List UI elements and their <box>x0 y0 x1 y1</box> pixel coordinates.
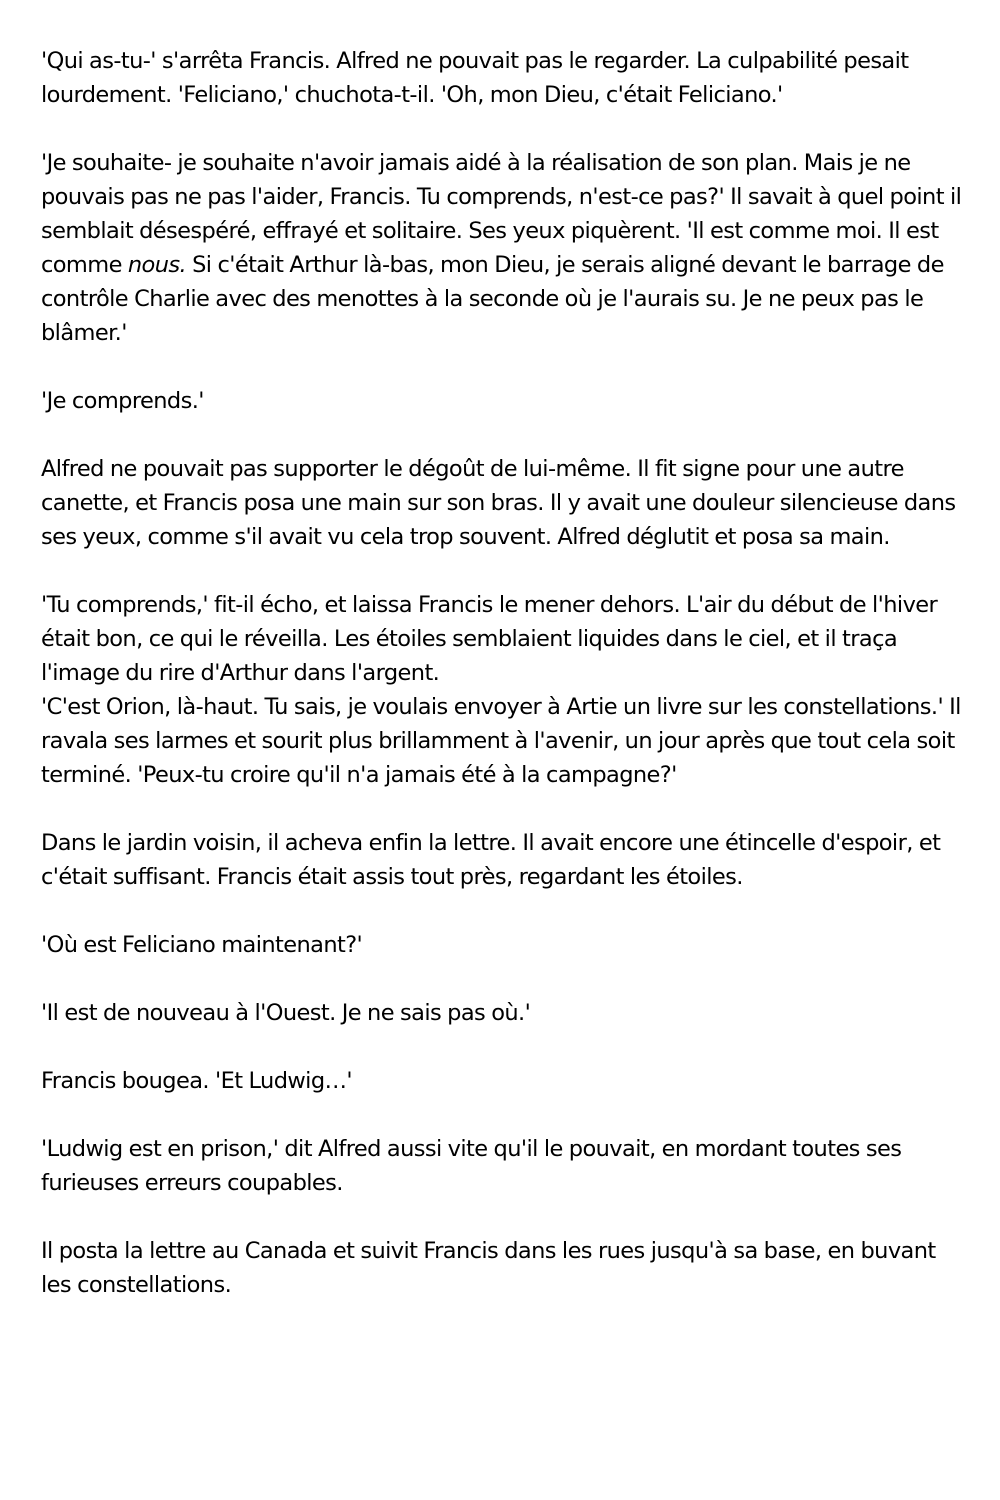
paragraph-10: Francis bougea. 'Et Ludwig…' <box>41 1068 353 1094</box>
paragraph-2-text-start: 'Je souhaite- je souhaite n'avoir jamais aidé à la réalisation de son plan. Mais je ne pouvais pas ne pas l'aider, Francis. Tu comprends, n'est-ce pas?' Il savait à quel point il semblait désespéré, effrayé et solitaire. Ses yeux piquèrent. 'Il est comme moi. Il est comme <box>41 150 962 278</box>
paragraph-5: 'Tu comprends,' fit-il écho, et laissa Francis le mener dehors. L'air du début de l'hiver était bon, ce qui le réveilla. Les étoiles semblaient liquides dans le ciel, et il traça l'image du rire d'Arthur dans l'argent. <box>41 592 938 686</box>
paragraph-9: 'Il est de nouveau à l'Ouest. Je ne sais pas où.' <box>41 1000 531 1026</box>
document-page <box>41 44 966 1336</box>
paragraph-12: Il posta la lettre au Canada et suivit Francis dans les rues jusqu'à sa base, en buvant les constellations. <box>41 1238 936 1298</box>
paragraph-6: 'C'est Orion, là-haut. Tu sais, je voulais envoyer à Artie un livre sur les constellations.' Il ravala ses larmes et sourit plus brillamment à l'avenir, un jour après que tout cela soit terminé. 'Peux-tu croire qu'il n'a jamais été à la campagne?' <box>41 694 961 788</box>
paragraph-3: 'Je comprends.' <box>41 388 204 414</box>
paragraph-11: 'Ludwig est en prison,' dit Alfred aussi vite qu'il le pouvait, en mordant toutes ses furieuses erreurs coupables. <box>41 1136 902 1196</box>
paragraph-7: Dans le jardin voisin, il acheva enfin la lettre. Il avait encore une étincelle d'espoir, et c'était suffisant. Francis était assis tout près, regardant les étoiles. <box>41 830 941 890</box>
emphasis-nous: nous. <box>127 252 187 278</box>
paragraph-2-text-end: Si c'était Arthur là-bas, mon Dieu, je serais aligné devant le barrage de contrôle Charlie avec des menottes à la seconde où je l'aurais su. Je ne peux pas le blâmer.' <box>41 252 944 346</box>
paragraph-1: 'Qui as-tu-' s'arrêta Francis. Alfred ne pouvait pas le regarder. La culpabilité pesait lourdement. 'Feliciano,' chuchota-t-il. 'Oh, mon Dieu, c'était Feliciano.' <box>41 48 909 108</box>
paragraph-4: Alfred ne pouvait pas supporter le dégoût de lui-même. Il fit signe pour une autre canette, et Francis posa une main sur son bras. Il y avait une douleur silencieuse dans ses yeux, comme s'il avait vu cela trop souvent. Alfred déglutit et posa sa main. <box>41 456 956 550</box>
paragraph-2 <box>41 146 966 350</box>
paragraph-8: 'Où est Feliciano maintenant?' <box>41 932 363 958</box>
